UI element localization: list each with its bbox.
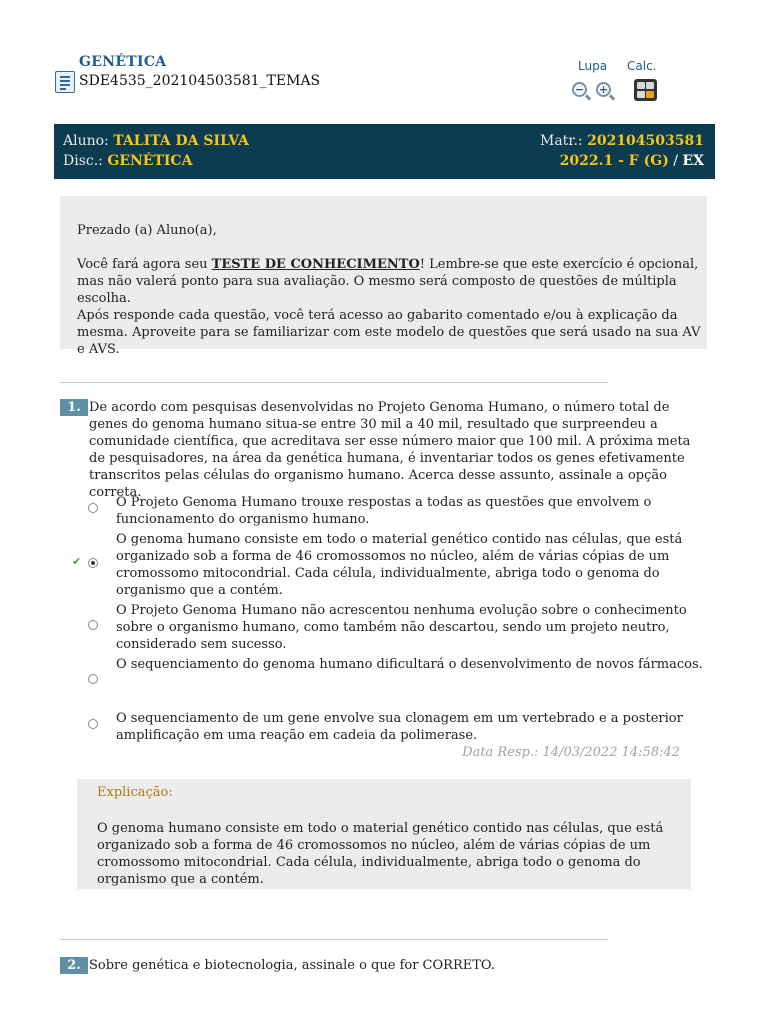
option-radio-b[interactable] [88, 558, 98, 568]
explanation-box [77, 779, 691, 889]
zoom-out-icon[interactable]: − [572, 82, 587, 97]
lupa-label: Lupa [578, 59, 608, 73]
matr-value: 202104503581 [587, 133, 704, 149]
matr-label: Matr.: [540, 133, 583, 149]
zoom-in-handle [609, 94, 615, 100]
period-separator: / [673, 153, 678, 169]
course-code: SDE4535_202104503581_TEMAS [79, 73, 321, 89]
zoom-out-handle [585, 94, 591, 100]
option-radio-a[interactable] [88, 503, 98, 513]
document-icon [55, 71, 75, 93]
discipline-row [63, 153, 192, 169]
aluno-name: TALITA DA SILVA [113, 133, 249, 149]
aluno-label: Aluno: [63, 133, 109, 149]
notice-paragraph-1 [77, 256, 702, 307]
option-text-e[interactable]: O sequenciamento de um gene envolve sua clonagem em um vertebrado e a posterior amplificação em uma reação em cadeia da polimerase. [116, 711, 683, 743]
matricula-row [540, 133, 704, 149]
question-number: 2. [60, 957, 88, 974]
disc-label: Disc.: [63, 153, 103, 169]
calculator-icon[interactable] [634, 79, 657, 101]
answer-timestamp: Data Resp.: 14/03/2022 14:58:42 [462, 745, 680, 760]
question-text: Sobre genética e biotecnologia, assinale o que for CORRETO. [89, 958, 495, 973]
question-number: 1. [60, 399, 88, 416]
explanation-title: Explicação: [97, 785, 173, 800]
notice-greeting: Prezado (a) Aluno(a), [77, 223, 217, 238]
option-radio-d[interactable] [88, 674, 98, 684]
option-radio-e[interactable] [88, 719, 98, 729]
notice-p1-before: Você fará agora seu [77, 257, 212, 272]
calc-label: Calc. [627, 59, 657, 73]
explanation-text: O genoma humano consiste em todo o material genético contido nas células, que está organizado sob a forma de 46 cromossomos no núcleo, além de várias cópias de um cromossomo mitocondrial. Cada célula, individualmente, abriga todo o genoma do organismo que a contém. [97, 821, 664, 887]
correct-check-icon: ✔ [72, 555, 82, 568]
option-text-a[interactable]: O Projeto Genoma Humano trouxe respostas a todas as questões que envolvem o funcionamento do organismo humano. [116, 495, 652, 527]
student-info-bar [54, 124, 715, 179]
notice-paragraph-2: Após responde cada questão, você terá acesso ao gabarito comentado e/ou à explicação da mesma. Aproveite para se familiarizar com este modelo de questões que será usado na sua AV e AVS. [77, 308, 701, 357]
option-text-d[interactable]: O sequenciamento do genoma humano dificultará o desenvolvimento de novos fármacos. [116, 657, 703, 672]
option-text-b[interactable]: O genoma humano consiste em todo o material genético contido nas células, que está organizado sob a forma de 46 cromossomos no núcleo, além de várias cópias de um cromossomo mitocondrial. Cada célula, individualmente, abriga todo o genoma do organismo que a contém. [116, 532, 683, 598]
period-row [560, 153, 704, 169]
option-text-c[interactable]: O Projeto Genoma Humano não acrescentou nenhuma evolução sobre o conhecimento sobre o organismo humano, como também não descartou, sendo um projeto neutro, considerado sem sucesso. [116, 603, 687, 652]
period-value: 2022.1 - F (G) [559, 153, 669, 169]
discipline-title[interactable]: GENÉTICA [79, 54, 167, 70]
notice-p1-after: ! Lembre-se que este exercício é opcional, mas não valerá ponto para sua avaliação. O mesmo será composto de questões de múltipla escolha. [77, 257, 699, 306]
divider [60, 939, 608, 940]
notice-box [60, 196, 707, 357]
notice-p1-bold: TESTE DE CONHECIMENTO [211, 257, 420, 272]
question-text: De acordo com pesquisas desenvolvidas no Projeto Genoma Humano, o número total de genes do genoma humano situa-se entre 30 mil a 40 mil, resultado que surpreendeu a comunidade científica, que acreditava ser esse número maior que 100 mil. A próxima meta de pesquisadores, na área da genética humana, é inventariar todos os genes efetivamente transcritos pelas células do organismo humano. Acerca desse assunto, assinale a opção correta. [89, 400, 691, 500]
student-row [63, 133, 249, 149]
disc-name: GENÉTICA [107, 153, 193, 169]
exam-type: EX [682, 153, 704, 169]
divider [60, 382, 608, 383]
option-radio-c[interactable] [88, 620, 98, 630]
zoom-in-icon[interactable]: + [596, 82, 611, 97]
